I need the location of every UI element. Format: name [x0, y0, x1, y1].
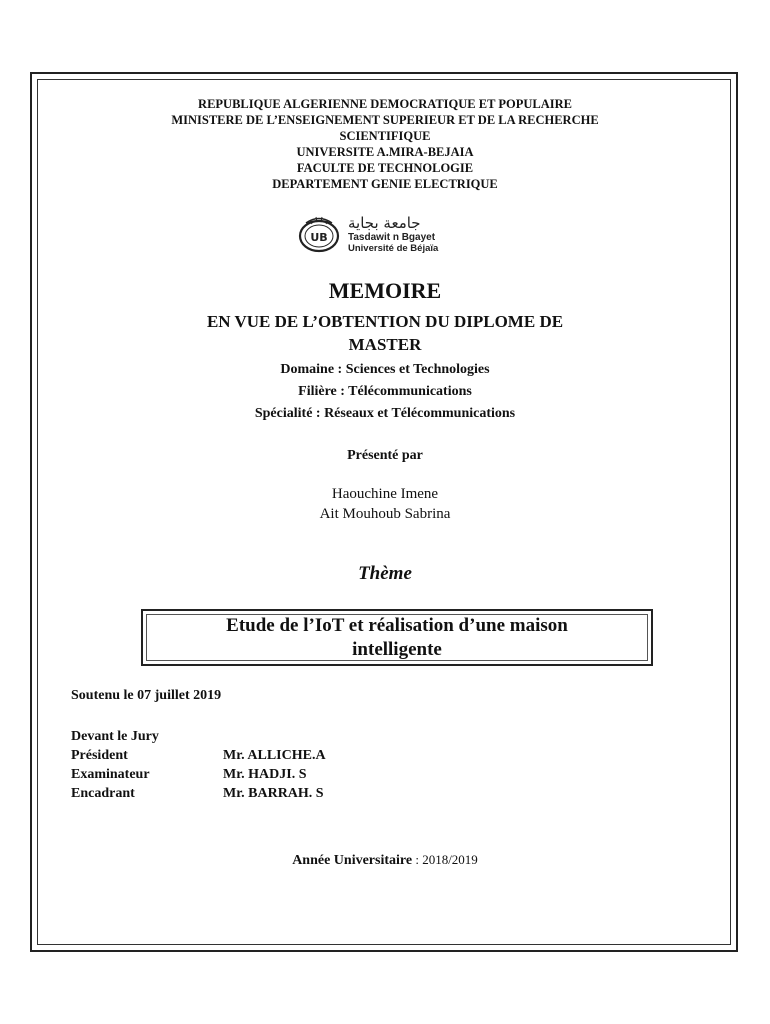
field-line: Filière : Télécommunications [298, 384, 472, 399]
header-line: FACULTE DE TECHNOLOGIE [296, 161, 474, 175]
header-line: REPUBLIQUE ALGERIENNE DEMOCRATIQUE ET POPULAIRE [198, 97, 572, 111]
logo-text [348, 214, 438, 254]
header-line: DEPARTEMENT GENIE ELECTRIQUE [272, 177, 498, 191]
jury-name: Mr. ALLICHE.A [223, 748, 326, 763]
subtitle-line: EN VUE DE L’OBTENTION DU DIPLOME DE [206, 312, 564, 331]
thesis-title-line: intelligente [352, 639, 442, 660]
header-line: MINISTERE DE L’ENSEIGNEMENT SUPERIEUR ET DE LA RECHERCHE [171, 113, 599, 127]
program-details [0, 359, 770, 425]
jury-name: Mr. HADJI. S [223, 767, 307, 782]
jury-role: Examinateur [71, 767, 150, 782]
header-line: UNIVERSITE A.MIRA-BEJAIA [296, 145, 474, 159]
jury-role: Encadrant [71, 786, 135, 801]
academic-year [0, 852, 770, 869]
subtitle-line: MASTER [348, 335, 422, 354]
defense-date: Soutenu le 07 juillet 2019 [71, 688, 222, 703]
author-name: Haouchine Imene [331, 486, 439, 502]
institution-header [0, 96, 770, 192]
header-line: SCIENTIFIQUE [339, 129, 431, 143]
logo-arabic: جامعة بجاية [348, 214, 421, 232]
academic-year-label: Année Universitaire [292, 853, 413, 868]
theme-label: Thème [358, 563, 412, 584]
jury-role: Président [71, 748, 128, 763]
logo-kabyle: Tasdawit n Bgayet [348, 232, 436, 243]
jury-heading: Devant le Jury [71, 729, 159, 744]
logo-french: Université de Béjaïa [348, 243, 439, 254]
university-logo [296, 214, 480, 254]
seal-mark: UB [310, 231, 328, 244]
degree-subtitle [0, 310, 770, 356]
jury-name: Mr. BARRAH. S [223, 786, 324, 801]
thesis-title [146, 614, 648, 662]
thesis-title-line: Etude de l’IoT et réalisation d’une maison [226, 615, 568, 636]
university-seal-icon [296, 214, 342, 254]
authors [0, 484, 770, 524]
author-name: Ait Mouhoub Sabrina [319, 506, 451, 522]
document-title: MEMOIRE [328, 278, 442, 303]
specialty-line: Spécialité : Réseaux et Télécommunications [254, 406, 516, 421]
presented-by-label: Présenté par [347, 448, 423, 463]
academic-year-value: : 2018/2019 [412, 852, 478, 867]
domain-line: Domaine : Sciences et Technologies [280, 362, 490, 377]
